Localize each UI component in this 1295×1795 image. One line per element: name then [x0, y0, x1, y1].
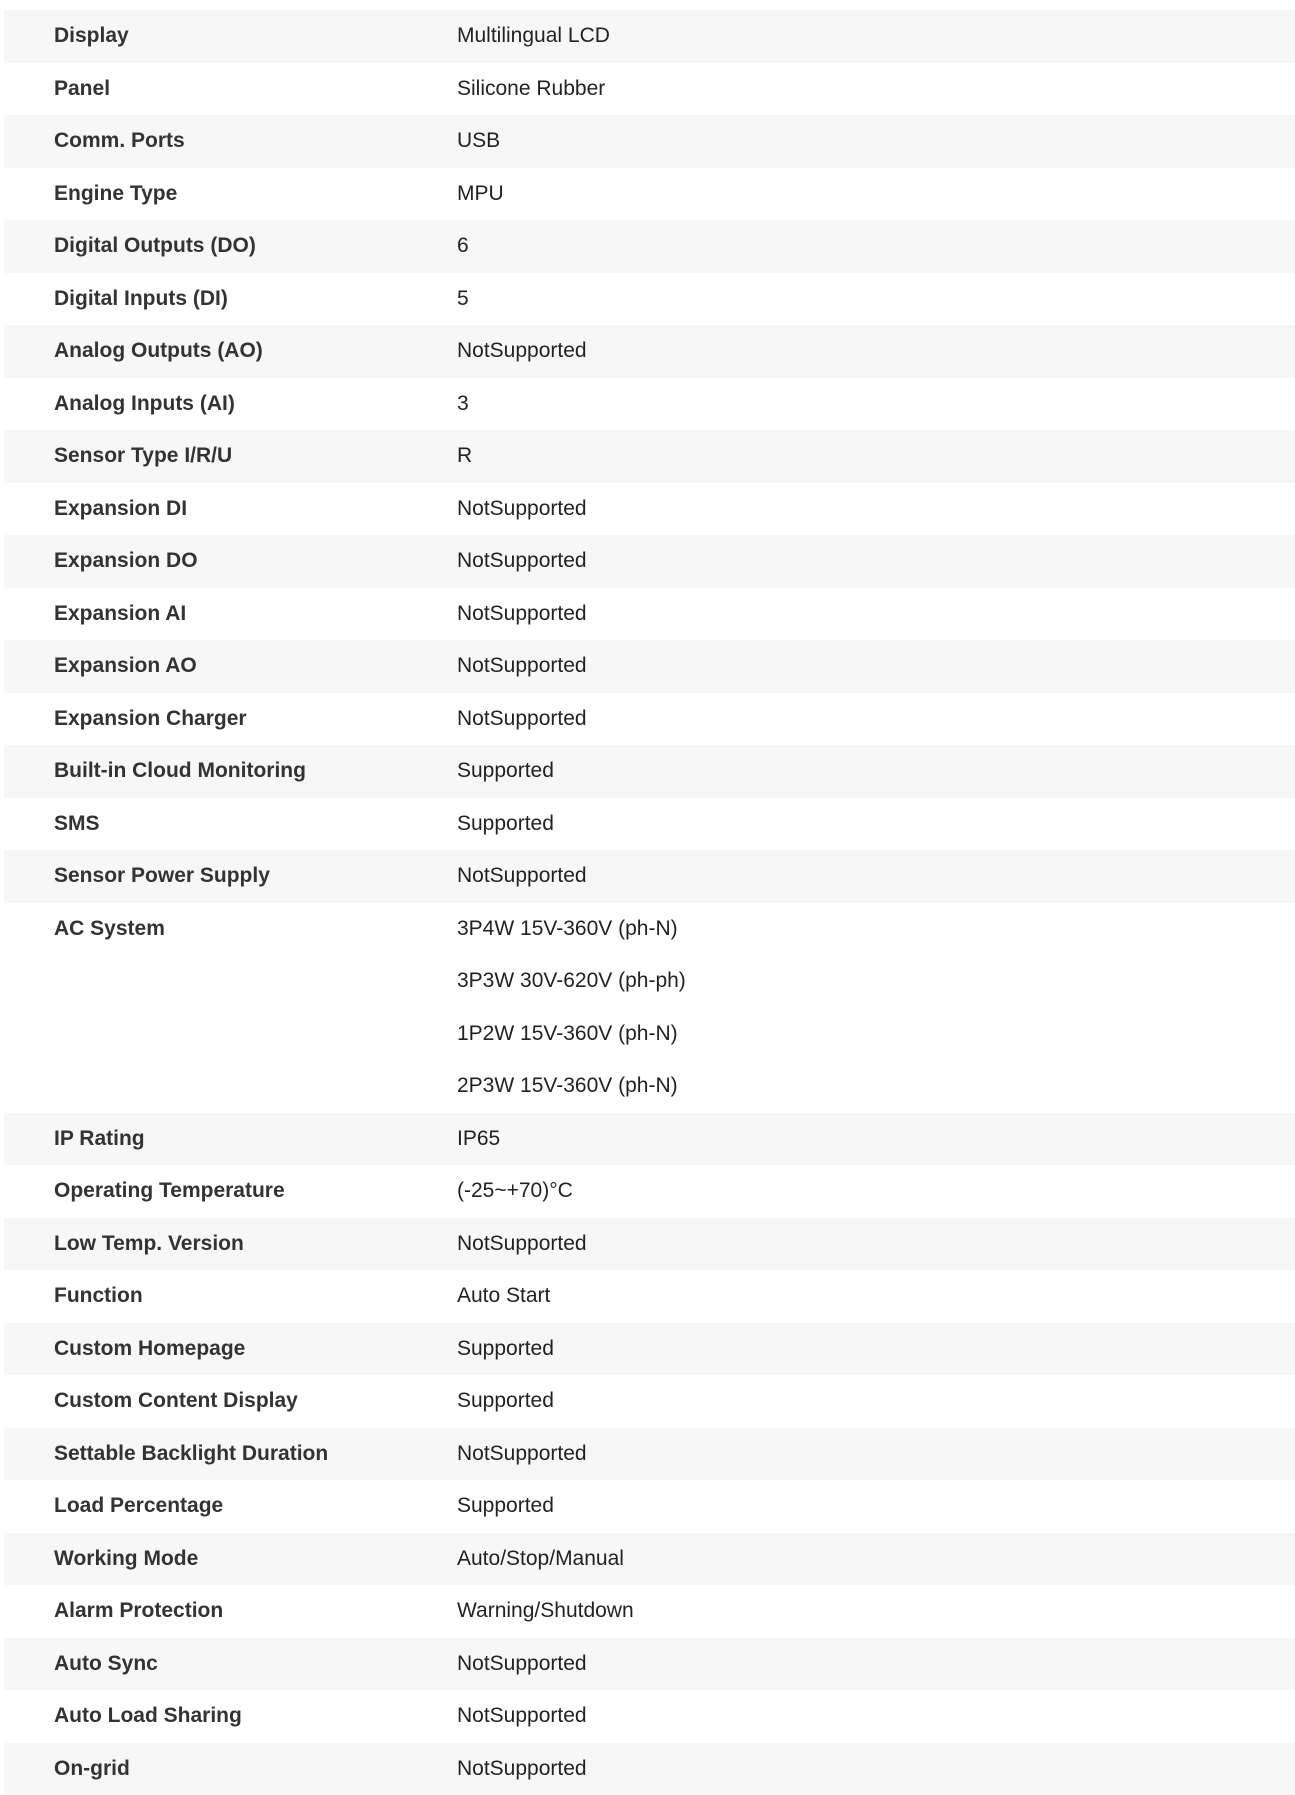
spec-value: Multilingual LCD [457, 10, 1295, 63]
table-row [4, 1218, 1295, 1271]
table-row [4, 115, 1295, 168]
spec-value: IP65 [457, 1113, 1295, 1166]
spec-value: NotSupported [457, 1743, 1295, 1795]
spec-values [457, 798, 1295, 851]
spec-label: Digital Outputs (DO) [4, 220, 457, 273]
spec-label: Comm. Ports [4, 115, 457, 168]
spec-label: Auto Sync [4, 1638, 457, 1691]
spec-value: NotSupported [457, 535, 1295, 588]
spec-value: R [457, 430, 1295, 483]
spec-values [457, 1585, 1295, 1638]
spec-value: MPU [457, 168, 1295, 221]
spec-label: AC System [4, 903, 457, 956]
spec-value: USB [457, 115, 1295, 168]
spec-value: Auto Start [457, 1270, 1295, 1323]
spec-label: Built-in Cloud Monitoring [4, 745, 457, 798]
table-row [4, 535, 1295, 588]
spec-label: Alarm Protection [4, 1585, 457, 1638]
spec-value: Silicone Rubber [457, 63, 1295, 116]
spec-value: NotSupported [457, 640, 1295, 693]
table-row [4, 168, 1295, 221]
spec-values [457, 1480, 1295, 1533]
spec-value: 6 [457, 220, 1295, 273]
spec-value: 3P4W 15V-360V (ph-N) [457, 903, 1295, 956]
spec-value: Auto/Stop/Manual [457, 1533, 1295, 1586]
spec-values [457, 1270, 1295, 1323]
spec-value: NotSupported [457, 1428, 1295, 1481]
spec-values [457, 640, 1295, 693]
spec-value: 3P3W 30V-620V (ph-ph) [457, 955, 1295, 1008]
spec-values [457, 1218, 1295, 1271]
spec-label: Sensor Power Supply [4, 850, 457, 903]
table-row [4, 10, 1295, 63]
table-row [4, 1743, 1295, 1795]
spec-label: Expansion DI [4, 483, 457, 536]
spec-label: Display [4, 10, 457, 63]
spec-values [457, 115, 1295, 168]
table-row [4, 430, 1295, 483]
spec-values [457, 63, 1295, 116]
spec-label: Function [4, 1270, 457, 1323]
table-row [4, 693, 1295, 746]
spec-label: Engine Type [4, 168, 457, 221]
spec-values [457, 483, 1295, 536]
table-row [4, 483, 1295, 536]
spec-label: Working Mode [4, 1533, 457, 1586]
spec-values [457, 1113, 1295, 1166]
spec-values [457, 168, 1295, 221]
spec-values [457, 588, 1295, 641]
spec-value: 2P3W 15V-360V (ph-N) [457, 1060, 1295, 1113]
spec-label: IP Rating [4, 1113, 457, 1166]
spec-label: Analog Outputs (AO) [4, 325, 457, 378]
spec-label: Panel [4, 63, 457, 116]
spec-value: Supported [457, 1375, 1295, 1428]
spec-values [457, 378, 1295, 431]
spec-label: Load Percentage [4, 1480, 457, 1533]
spec-label: Digital Inputs (DI) [4, 273, 457, 326]
table-row [4, 745, 1295, 798]
spec-values [457, 1638, 1295, 1691]
table-row [4, 1323, 1295, 1376]
spec-values [457, 1323, 1295, 1376]
spec-value: NotSupported [457, 850, 1295, 903]
spec-label: Settable Backlight Duration [4, 1428, 457, 1481]
spec-label: Expansion DO [4, 535, 457, 588]
spec-label: Expansion AO [4, 640, 457, 693]
table-row [4, 798, 1295, 851]
spec-label: Custom Content Display [4, 1375, 457, 1428]
table-row [4, 850, 1295, 903]
spec-value: NotSupported [457, 1638, 1295, 1691]
spec-value: (-25~+70)°C [457, 1165, 1295, 1218]
spec-values [457, 325, 1295, 378]
table-row [4, 1585, 1295, 1638]
spec-values [457, 745, 1295, 798]
table-row [4, 378, 1295, 431]
spec-label: Expansion Charger [4, 693, 457, 746]
spec-values [457, 850, 1295, 903]
spec-value: NotSupported [457, 325, 1295, 378]
table-row [4, 1375, 1295, 1428]
spec-value: Warning/Shutdown [457, 1585, 1295, 1638]
spec-values [457, 1743, 1295, 1795]
spec-label: SMS [4, 798, 457, 851]
spec-value: 1P2W 15V-360V (ph-N) [457, 1008, 1295, 1061]
spec-label: Custom Homepage [4, 1323, 457, 1376]
spec-value: 3 [457, 378, 1295, 431]
spec-value: 5 [457, 273, 1295, 326]
spec-values [457, 273, 1295, 326]
spec-values [457, 1428, 1295, 1481]
spec-value: Supported [457, 798, 1295, 851]
table-row [4, 63, 1295, 116]
spec-value: NotSupported [457, 1218, 1295, 1271]
spec-values [457, 1375, 1295, 1428]
table-row [4, 1533, 1295, 1586]
spec-label: Auto Load Sharing [4, 1690, 457, 1743]
table-row [4, 1480, 1295, 1533]
table-row [4, 1113, 1295, 1166]
spec-values [457, 1533, 1295, 1586]
spec-table [4, 10, 1295, 1795]
table-row [4, 1165, 1295, 1218]
spec-label: Low Temp. Version [4, 1218, 457, 1271]
spec-label: Sensor Type I/R/U [4, 430, 457, 483]
table-row [4, 588, 1295, 641]
table-row [4, 273, 1295, 326]
spec-value: Supported [457, 1480, 1295, 1533]
table-row [4, 903, 1295, 1113]
spec-label: Operating Temperature [4, 1165, 457, 1218]
spec-value: NotSupported [457, 588, 1295, 641]
spec-label: Analog Inputs (AI) [4, 378, 457, 431]
spec-value: NotSupported [457, 693, 1295, 746]
spec-label: On-grid [4, 1743, 457, 1795]
spec-label: Expansion AI [4, 588, 457, 641]
spec-values [457, 220, 1295, 273]
spec-values [457, 430, 1295, 483]
spec-value: Supported [457, 1323, 1295, 1376]
spec-value: NotSupported [457, 1690, 1295, 1743]
spec-values [457, 535, 1295, 588]
table-row [4, 640, 1295, 693]
table-row [4, 1428, 1295, 1481]
spec-values [457, 10, 1295, 63]
spec-values [457, 1165, 1295, 1218]
spec-values [457, 903, 1295, 1113]
spec-value: NotSupported [457, 483, 1295, 536]
spec-values [457, 1690, 1295, 1743]
table-row [4, 1690, 1295, 1743]
spec-value: Supported [457, 745, 1295, 798]
table-row [4, 1638, 1295, 1691]
table-row [4, 1270, 1295, 1323]
spec-values [457, 693, 1295, 746]
table-row [4, 325, 1295, 378]
table-row [4, 220, 1295, 273]
